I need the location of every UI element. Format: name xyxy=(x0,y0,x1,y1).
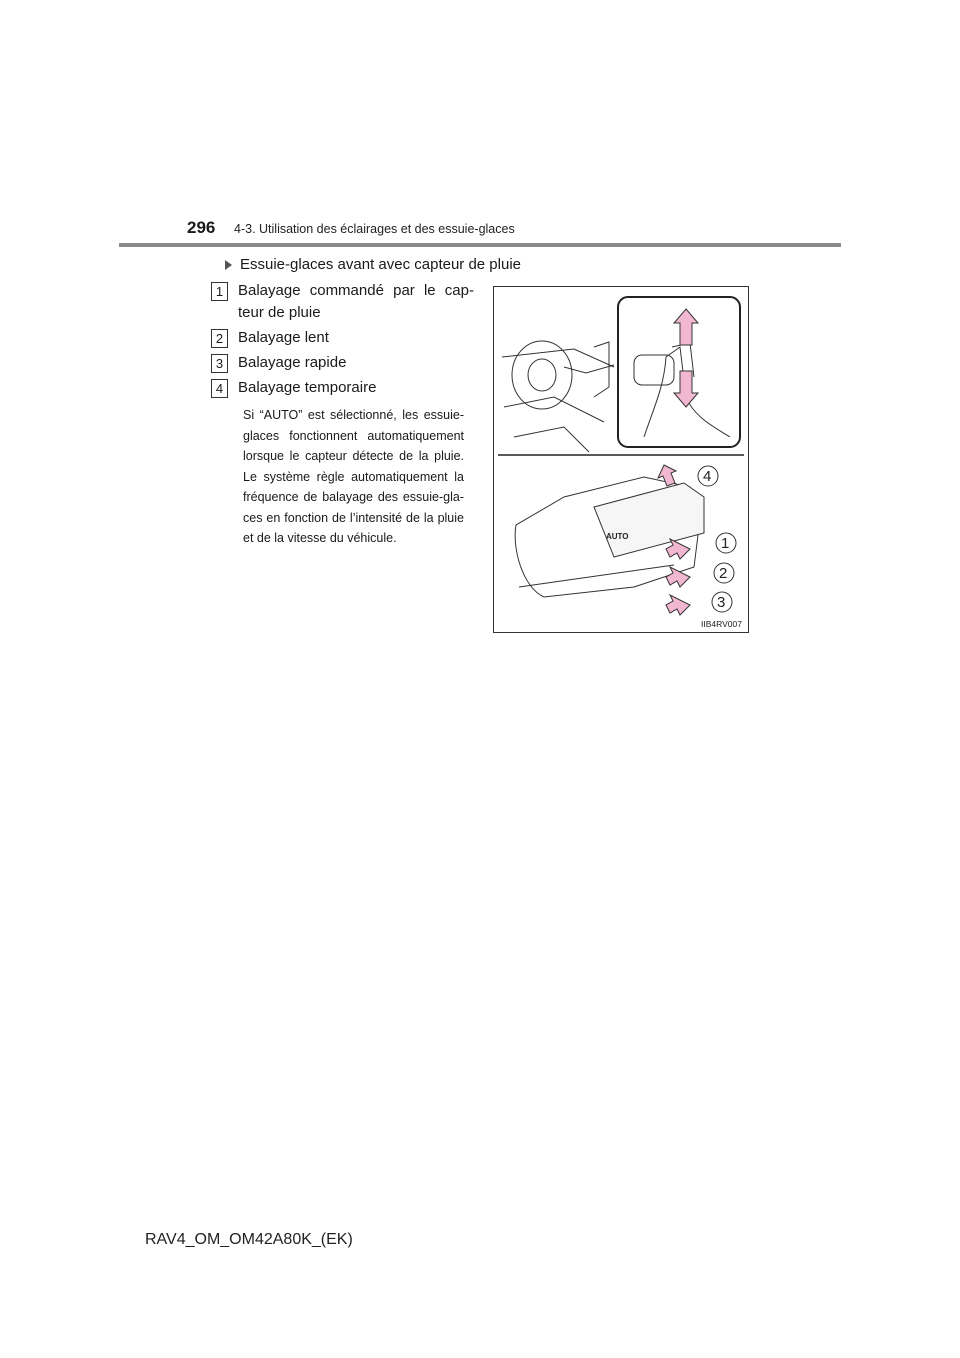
item-text: Balayage rapide xyxy=(238,354,347,371)
page-number: 296 xyxy=(187,218,216,237)
header-rule xyxy=(119,243,841,247)
steering-hub xyxy=(528,359,556,391)
illustration-drawing xyxy=(494,287,748,632)
item-text: Balayage commandé par le cap-teur de pluie xyxy=(238,282,474,321)
item-number-badge: 1 xyxy=(211,282,228,301)
wiper-lever-illustration xyxy=(493,286,749,633)
item-number-badge: 4 xyxy=(211,379,228,398)
item-text: Balayage temporaire xyxy=(238,379,377,396)
callout-1-label: 1 xyxy=(721,535,730,552)
seat-outline xyxy=(514,427,589,452)
triangle-bullet-icon xyxy=(225,260,232,270)
callout-4-label: 4 xyxy=(703,468,712,485)
callout-2-label: 2 xyxy=(719,565,728,582)
steering-wheel xyxy=(512,341,572,409)
stalk-auto-label: AUTO xyxy=(606,532,629,541)
note-paragraph: Si “AUTO” est sélectionné, les essuie-glaces fonctionnent automatiquement lorsque le capteur détecte de la pluie. Le système règle automatiquement la fréquence de balayage des essuie-gla-ces en fonction de l’intensité de la pluie et de la vitesse du véhicule. xyxy=(243,408,464,545)
arrow-3-icon xyxy=(666,595,690,615)
list-item xyxy=(211,377,474,399)
list-item xyxy=(211,280,474,324)
list-item xyxy=(211,352,474,374)
section-title: 4-3. Utilisation des éclairages et des essuie-glaces xyxy=(234,222,515,236)
figure-code: IIB4RV007 xyxy=(701,619,742,629)
list-item xyxy=(211,327,474,349)
dashboard-outline xyxy=(502,349,614,367)
dashboard-lower-outline xyxy=(504,397,604,422)
item-number-badge: 2 xyxy=(211,329,228,348)
mirror-outline xyxy=(594,342,609,397)
item-number-badge: 3 xyxy=(211,354,228,373)
subheading xyxy=(225,256,521,273)
callout-3-label: 3 xyxy=(717,594,726,611)
document-code: RAV4_OM_OM42A80K_(EK) xyxy=(145,1231,353,1248)
subheading-text: Essuie-glaces avant avec capteur de pluie xyxy=(240,256,522,273)
item-text: Balayage lent xyxy=(238,329,329,346)
